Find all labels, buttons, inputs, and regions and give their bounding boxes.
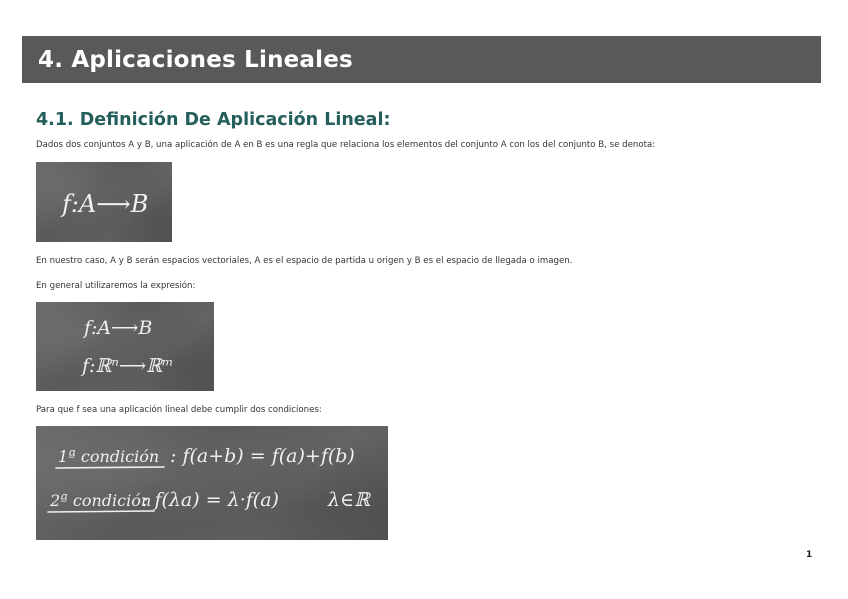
chalkboard-image-conditions [36,426,388,540]
chalkboard-drawing [36,302,214,391]
chalkboard-drawing [36,426,388,540]
chalk-text-condition1-label: 1ª condición [58,447,160,466]
chalkboard-drawing [36,162,172,242]
chalkboard-image-notation [36,162,172,242]
chalk-underline-2 [48,511,154,512]
chalk-text-condition2-label: 2ª condición [50,491,152,510]
chapter-title: 4. Aplicaciones Lineales [38,46,353,73]
paragraph-expression: En general utilizaremos la expresión: [36,281,196,291]
page-number: 1 [806,550,813,560]
chalkboard-image-expression [36,302,214,391]
section-title: 4.1. Definición De Aplicación Lineal: [36,110,391,130]
paragraph-conditions: Para que f sea una aplicación lineal debe cumplir dos condiciones: [36,405,322,415]
chalk-text-lambda-real: λ∈ℝ [328,489,370,511]
chalk-text-condition2-formula: : f(λa) = λ·f(a) [142,489,279,511]
chalk-text-line1: f:A⟶B [84,317,153,339]
chalk-underline-1 [56,467,164,468]
chalk-text-f-a-b: f:A⟶B [62,190,149,218]
chalk-text-line2: f:ℝⁿ⟶ℝᵐ [82,355,174,377]
paragraph-vector-spaces: En nuestro caso, A y B serán espacios vectoriales, A es el espacio de partida u origen y B es el espacio de llegada o imagen. [36,256,573,266]
chalk-text-condition1-formula: : f(a+b) = f(a)+f(b) [170,445,355,467]
paragraph-intro: Dados dos conjuntos A y B, una aplicación de A en B es una regla que relaciona los elementos del conjunto A con los del conjunto B, se denota: [36,140,656,150]
chapter-header [22,36,821,83]
